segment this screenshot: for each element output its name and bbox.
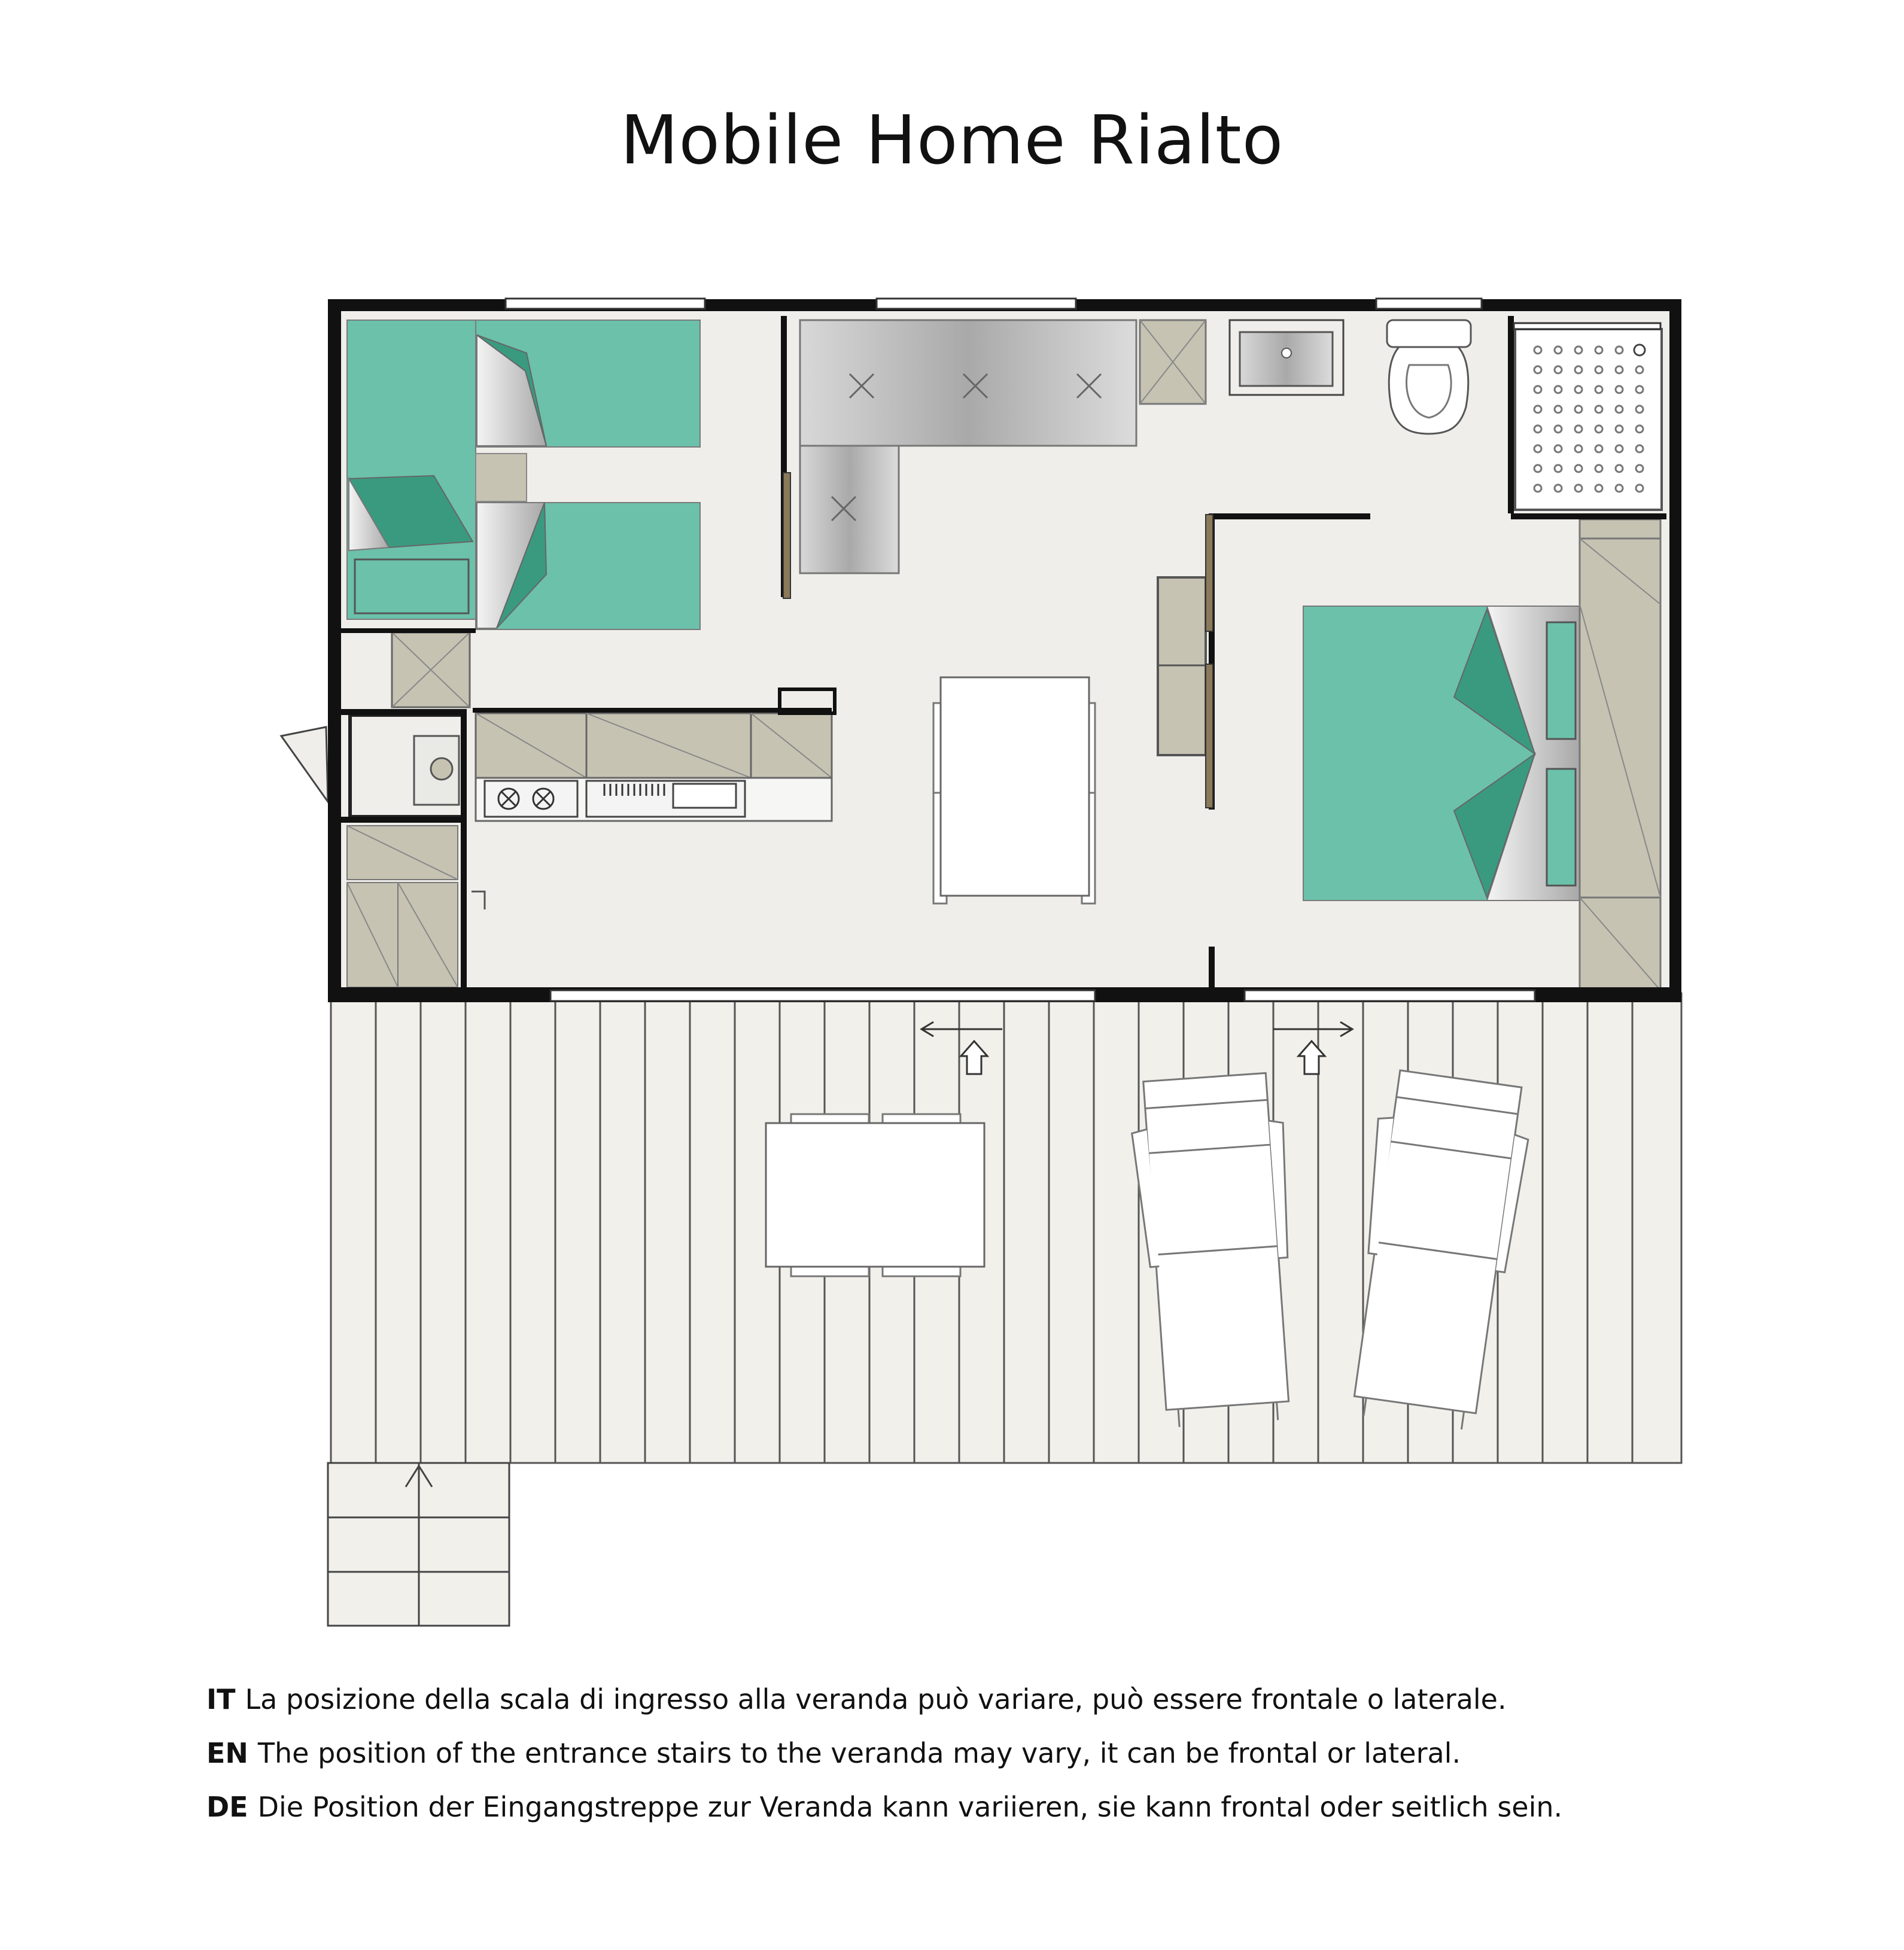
interior-door	[1206, 664, 1213, 808]
note-it: IT La posizione della scala di ingresso alla veranda può variare, può essere frontale o laterale.	[206, 1683, 1507, 1715]
notes	[206, 1672, 1822, 1834]
veranda-table	[766, 1114, 984, 1276]
bathroom-sink	[1240, 332, 1333, 386]
note-de: DE Die Position der Eingangstreppe zur Veranda kann variieren, sie kann frontal oder seitlich sein.	[206, 1791, 1563, 1823]
dining-table	[933, 677, 1095, 903]
nightstand	[476, 454, 527, 501]
side-door	[281, 727, 328, 802]
toilet-tank	[1387, 320, 1471, 347]
page-title: Mobile Home Rialto	[620, 102, 1284, 180]
entrance-stairs	[328, 1463, 509, 1626]
note-en: EN The position of the entrance stairs to the veranda may vary, it can be frontal or lateral.	[206, 1737, 1461, 1769]
toilet-bowl	[1389, 347, 1468, 434]
interior-door	[1206, 515, 1213, 631]
wardrobe	[1580, 519, 1660, 990]
interior-door	[783, 473, 790, 598]
